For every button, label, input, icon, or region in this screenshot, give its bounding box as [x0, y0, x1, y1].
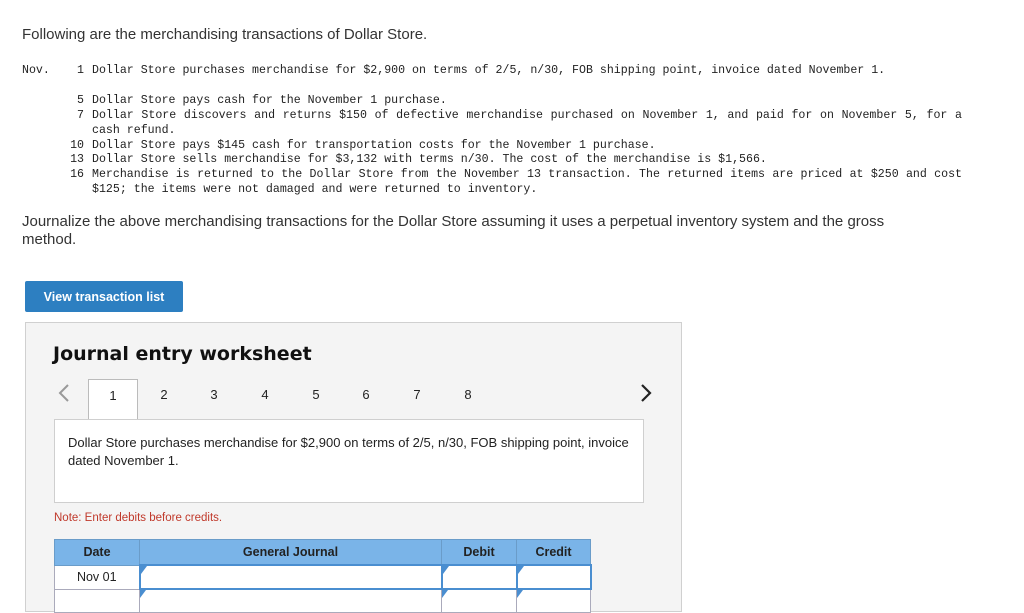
account-input[interactable] [140, 589, 442, 613]
tab-3[interactable]: 3 [210, 387, 218, 402]
chevron-right-icon[interactable] [636, 383, 656, 405]
journal-table [54, 539, 592, 613]
table-row [55, 589, 591, 613]
instructions-text: Journalize the above merchandising transactions for the Dollar Store assuming it uses a perpetual inventory system and the gross method. [22, 213, 885, 248]
transaction-day: 1 [77, 64, 84, 77]
transaction-item [56, 94, 962, 109]
transaction-text: Dollar Store purchases merchandise for $2,900 on terms of 2/5, n/30, FOB shipping point, invoice dated November 1. [92, 64, 886, 77]
header-debit: Debit [442, 540, 517, 566]
transaction-item [56, 139, 962, 154]
transaction-text: Dollar Store pays cash for the November 1 purchase. [92, 93, 447, 107]
tab-1[interactable]: 1 [88, 379, 138, 420]
transaction-day: 10 [70, 138, 84, 152]
intro-text: Following are the merchandising transactions of Dollar Store. [22, 26, 428, 43]
tab-5[interactable]: 5 [312, 387, 320, 402]
table-header-row [55, 540, 591, 566]
tab-8[interactable]: 8 [464, 387, 472, 402]
tab-6[interactable]: 6 [362, 387, 370, 402]
view-transaction-list-button[interactable]: View transaction list [25, 281, 183, 312]
header-credit: Credit [517, 540, 591, 566]
month-label: Nov. [22, 64, 50, 77]
transaction-day: 16 [70, 168, 84, 182]
header-date: Date [55, 540, 140, 566]
transaction-item [56, 64, 962, 79]
debit-input[interactable] [442, 589, 517, 613]
date-cell: Nov 01 [55, 565, 140, 589]
table-row [55, 565, 591, 589]
chevron-left-icon[interactable] [54, 383, 74, 405]
transaction-item [56, 153, 962, 168]
transaction-item [56, 109, 962, 139]
header-general-journal: General Journal [140, 540, 442, 566]
transaction-text: Merchandise is returned to the Dollar Store from the November 13 transaction. The returned items are priced at $250 and cost $125; the items were not damaged and were returned to inventory. [92, 168, 962, 197]
tab-4[interactable]: 4 [261, 387, 269, 402]
transaction-description: Dollar Store purchases merchandise for $2,900 on terms of 2/5, n/30, FOB shipping point, invoice dated November 1. [54, 419, 644, 503]
transaction-day: 13 [70, 153, 84, 167]
credit-input[interactable] [517, 589, 591, 613]
journal-entry-worksheet [25, 322, 682, 612]
transaction-text: Dollar Store pays $145 cash for transportation costs for the November 1 purchase. [92, 138, 656, 152]
worksheet-title: Journal entry worksheet [53, 343, 312, 365]
debit-input[interactable] [442, 565, 517, 589]
transaction-text: Dollar Store sells merchandise for $3,132 with terms n/30. The cost of the merchandise is $1,566. [92, 153, 767, 167]
tab-7[interactable]: 7 [413, 387, 421, 402]
transaction-day: 5 [77, 93, 84, 107]
credit-input[interactable] [517, 565, 591, 589]
note-text: Note: Enter debits before credits. [54, 512, 223, 524]
transaction-item [56, 168, 962, 198]
transaction-text: Dollar Store discovers and returns $150 of defective merchandise purchased on November 1, and paid for on November 5, for a cash refund. [92, 108, 962, 137]
account-input[interactable] [140, 565, 442, 589]
date-cell [55, 589, 140, 613]
tab-2[interactable]: 2 [160, 387, 168, 402]
transaction-day: 7 [77, 108, 84, 122]
